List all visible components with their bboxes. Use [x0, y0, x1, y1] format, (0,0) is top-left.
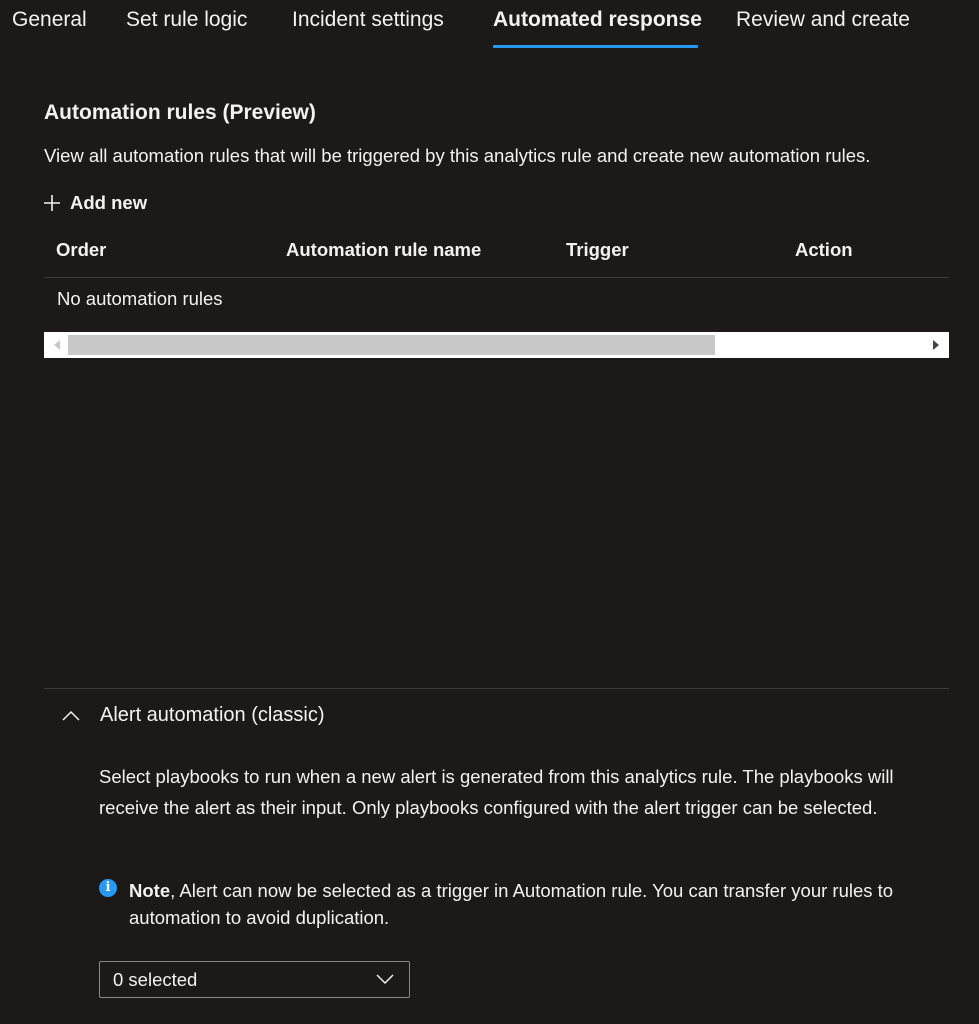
column-header-trigger[interactable]: Trigger	[566, 239, 629, 260]
alert-automation-description: Select playbooks to run when a new alert is generated from this analytics rule. The playbooks will receive the alert as their input. Only playbooks configured with the alert trigger can be selected.	[99, 766, 894, 818]
note-body: , Alert can now be selected as a trigger in Automation rule. You can transfer your rules to automation to avoid duplication.	[129, 880, 894, 928]
note-text	[129, 877, 919, 931]
info-icon: i	[99, 879, 117, 897]
column-header-automation-rule-name[interactable]: Automation rule name	[286, 239, 482, 260]
add-new-label: Add new	[70, 192, 148, 213]
automation-rules-table-header	[44, 230, 949, 278]
active-tab-indicator	[493, 45, 698, 48]
horizontal-scrollbar[interactable]	[44, 332, 949, 358]
automation-rules-title: Automation rules (Preview)	[44, 101, 316, 124]
tab-set-rule-logic[interactable]: Set rule logic	[126, 8, 248, 31]
tab-automated-response[interactable]: Automated response	[493, 8, 702, 31]
add-new-button[interactable]	[42, 192, 147, 214]
scroll-right-icon[interactable]	[933, 340, 939, 350]
column-header-order[interactable]: Order	[56, 239, 107, 260]
info-note	[99, 877, 919, 931]
tab-incident-settings[interactable]: Incident settings	[292, 8, 444, 31]
alert-automation-header: Alert automation (classic)	[100, 704, 325, 726]
plus-icon	[42, 193, 62, 213]
automation-rules-description: View all automation rules that will be triggered by this analytics rule and create new automation rules.	[44, 145, 871, 166]
alert-automation-collapse-toggle[interactable]	[60, 704, 325, 727]
dropdown-value: 0 selected	[113, 968, 198, 990]
tab-bar	[0, 0, 979, 50]
scroll-left-icon[interactable]	[54, 340, 60, 350]
tab-general[interactable]: General	[12, 8, 87, 31]
scrollbar-thumb[interactable]	[68, 335, 715, 355]
section-divider	[44, 688, 949, 689]
chevron-up-icon	[60, 705, 82, 727]
empty-table-message: No automation rules	[57, 288, 223, 309]
playbooks-dropdown[interactable]	[99, 961, 410, 998]
column-header-action[interactable]: Action	[795, 239, 853, 260]
chevron-down-icon	[375, 972, 395, 986]
tab-review-and-create[interactable]: Review and create	[736, 8, 910, 31]
note-label: Note	[129, 880, 171, 901]
